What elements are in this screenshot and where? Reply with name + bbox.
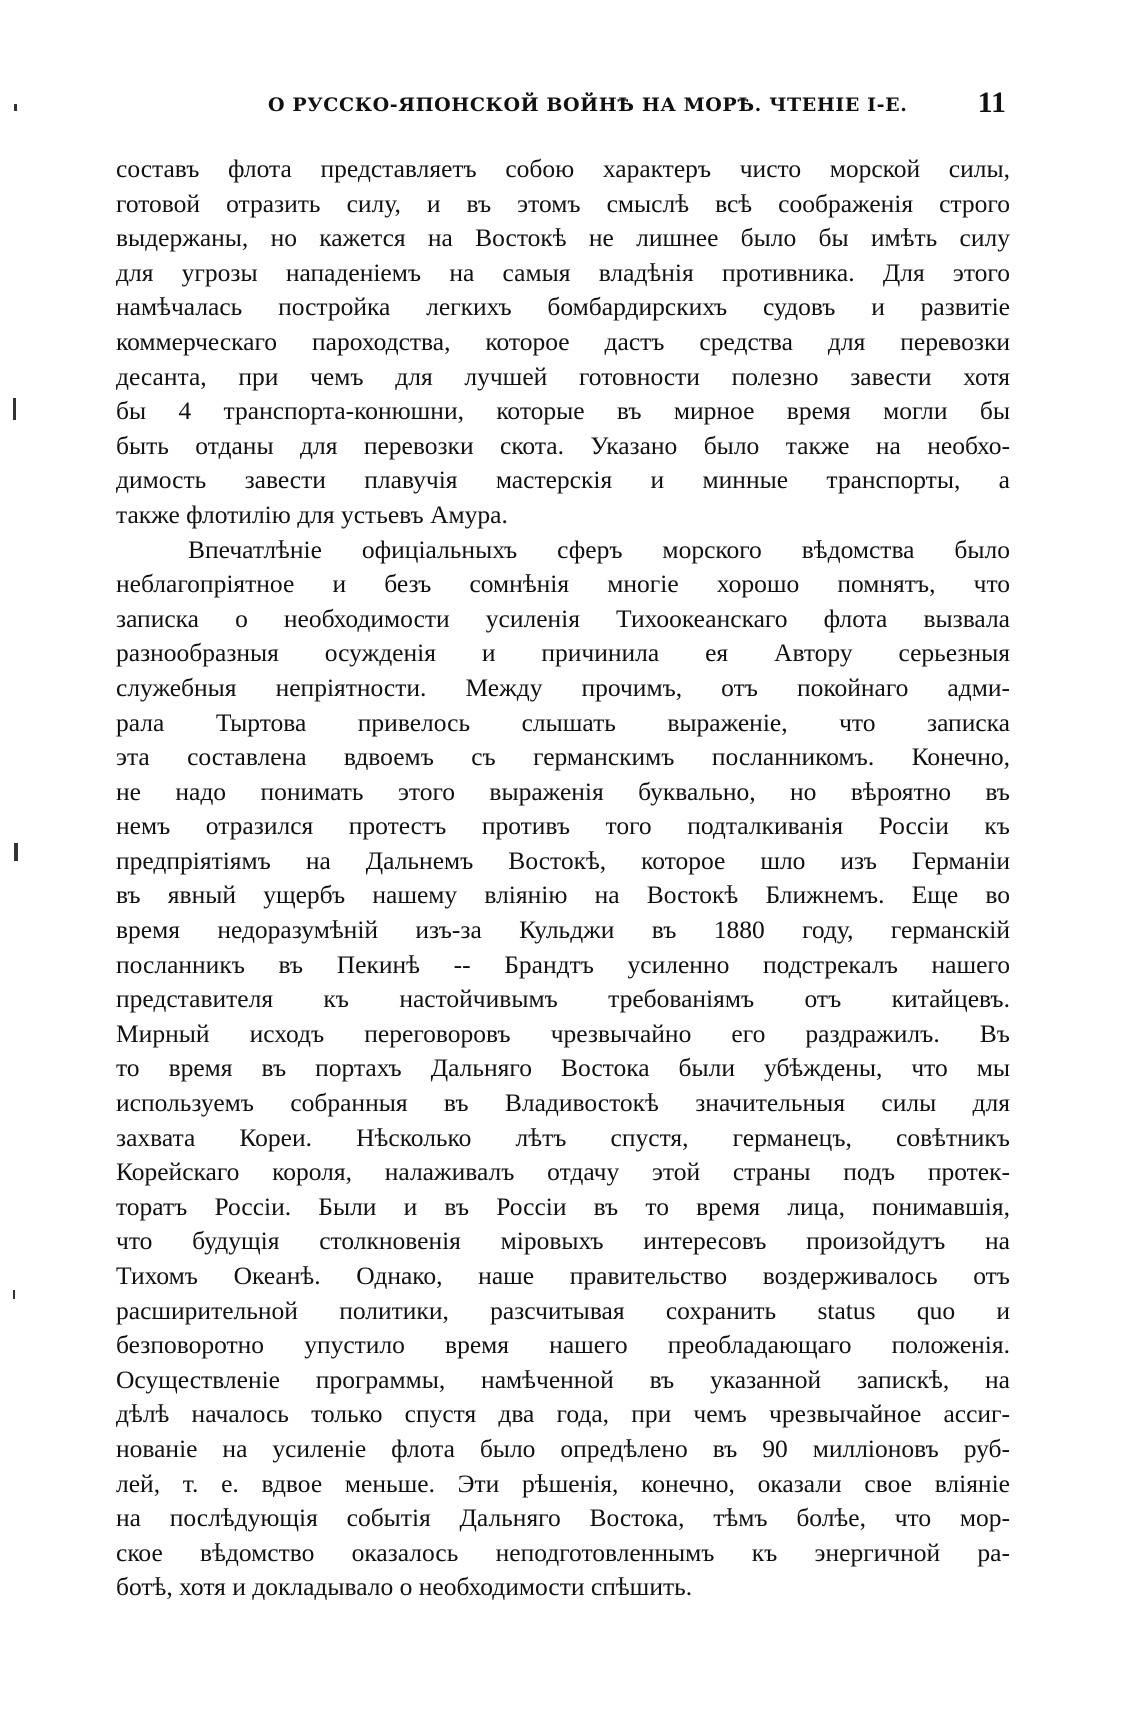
text-line: записка о необходимости усиленія Тихоокеанскаго флота вызвала [116,603,1010,633]
text-line: неблагопріятное и безъ сомнѣнія многіе хорошо помнятъ, что [116,569,1010,599]
running-head [116,82,1010,134]
text-line: не надо понимать этого выраженія буквально, но вѣроятно въ [116,776,1010,806]
text-line: расширительной политики, разсчитывая сохранить status quo и [116,1295,1010,1325]
text-line: торатъ Россіи. Были и въ Россіи въ то время лица, понимавшія, [116,1191,1010,1221]
text-line: выдержаны, но кажется на Востокѣ не лишнее было бы имѣть силу [116,223,1010,253]
text-line: Мирный исходъ переговоровъ чрезвычайно его раздражилъ. Въ [116,1018,1010,1048]
text-line: димость завести плавучія мастерскія и минные транспорты, а [116,465,1010,495]
body-text [116,152,1010,1605]
text-line: также флотилію для устьевъ Амура. [116,499,508,529]
text-line: Осуществленіе программы, намѣченной въ указанной запискѣ, на [116,1364,1010,1394]
text-line: используемъ собранныя въ Владивостокѣ значительныя силы для [116,1088,1010,1118]
scan-mark [13,1290,15,1299]
text-line: нованіе на усиленіе флота было опредѣлено въ 90 милліоновъ руб- [116,1433,1010,1463]
text-line: рала Тыртова привелось слышать выраженіе, что записка [116,707,1010,737]
text-line: захвата Кореи. Нѣсколько лѣтъ спустя, германецъ, совѣтникъ [116,1122,1010,1152]
text-line: десанта, при чемъ для лучшей готовности полезно завести хотя [116,361,1010,391]
page-number: 11 [977,86,1006,119]
text-line: лей, т. е. вдвое меньше. Эти рѣшенія, конечно, оказали свое вліяніе [116,1468,1010,1498]
text-line: готовой отразить силу, и въ этомъ смыслѣ всѣ соображенія строго [116,188,1010,218]
text-line: Тихомъ Океанѣ. Однако, наше правительство воздерживалось отъ [116,1261,1010,1290]
scan-mark [14,843,18,861]
running-head-title: О РУССКО-ЯПОНСКОЙ ВОЙНѢ НА МОРѢ. ЧТЕНІЕ І-Е. [268,94,908,116]
text-line: для угрозы нападеніемъ на самыя владѣнія противника. Для этого [116,257,1010,287]
text-line: на послѣдующія событія Дальняго Востока, тѣмъ болѣе, что мор- [116,1503,1010,1533]
text-line: Корейскаго короля, налаживалъ отдачу этой страны подъ протек- [116,1157,1010,1187]
text-line: ботѣ, хотя и докладывало о необходимости спѣшить. [116,1572,693,1602]
text-line: служебныя непріятности. Между прочимъ, отъ покойнаго адми- [116,672,1010,702]
text-line: безповоротно упустило время нашего преобладающаго положенія. [116,1330,1010,1360]
text-line: составъ флота представляетъ собою характеръ чисто морской силы, [116,154,1010,183]
text-line: Впечатлѣніе офиціальныхъ сферъ морского вѣдомства было [188,534,1010,564]
text-line: разнообразныя осужденія и причинила ея Автору серьезныя [116,638,1010,668]
text-line: бы 4 транспорта-конюшни, которые въ мирное время могли бы [116,396,1010,426]
text-line: коммерческаго пароходства, которое дастъ средства для перевозки [116,326,1010,356]
text-line: быть отданы для перевозки скота. Указано было также на необхо- [116,430,1010,460]
text-line: ское вѣдомство оказалось неподготовленнымъ къ энергичной ра- [116,1537,1010,1567]
book-page [116,82,1010,1605]
scan-mark [14,104,17,111]
text-line: немъ отразился протестъ противъ того подталкиванія Россіи къ [116,811,1010,841]
text-line: время недоразумѣній изъ-за Кульджи въ 1880 году, германскій [116,915,1010,945]
text-line: то время въ портахъ Дальняго Востока были убѣждены, что мы [116,1053,1010,1083]
text-line: намѣчалась постройка легкихъ бомбардирскихъ судовъ и развитіе [116,292,1010,322]
text-line: посланникъ въ Пекинѣ -- Брандтъ усиленно подстрекалъ нашего [116,949,1010,979]
text-line: что будущія столкновенія міровыхъ интересовъ произойдутъ на [116,1226,1010,1256]
text-line: дѣлѣ началось только спустя два года, при чемъ чрезвычайное ассиг- [116,1399,1010,1429]
text-line: въ явный ущербъ нашему вліянію на Востокѣ Ближнемъ. Еще во [116,880,1010,910]
text-line: эта составлена вдвоемъ съ германскимъ посланникомъ. Конечно, [116,742,1010,772]
scan-mark [13,398,16,420]
text-line: предпріятіямъ на Дальнемъ Востокѣ, которое шло изъ Германіи [116,845,1010,875]
text-line: представителя къ настойчивымъ требованіямъ отъ китайцевъ. [116,984,1010,1014]
